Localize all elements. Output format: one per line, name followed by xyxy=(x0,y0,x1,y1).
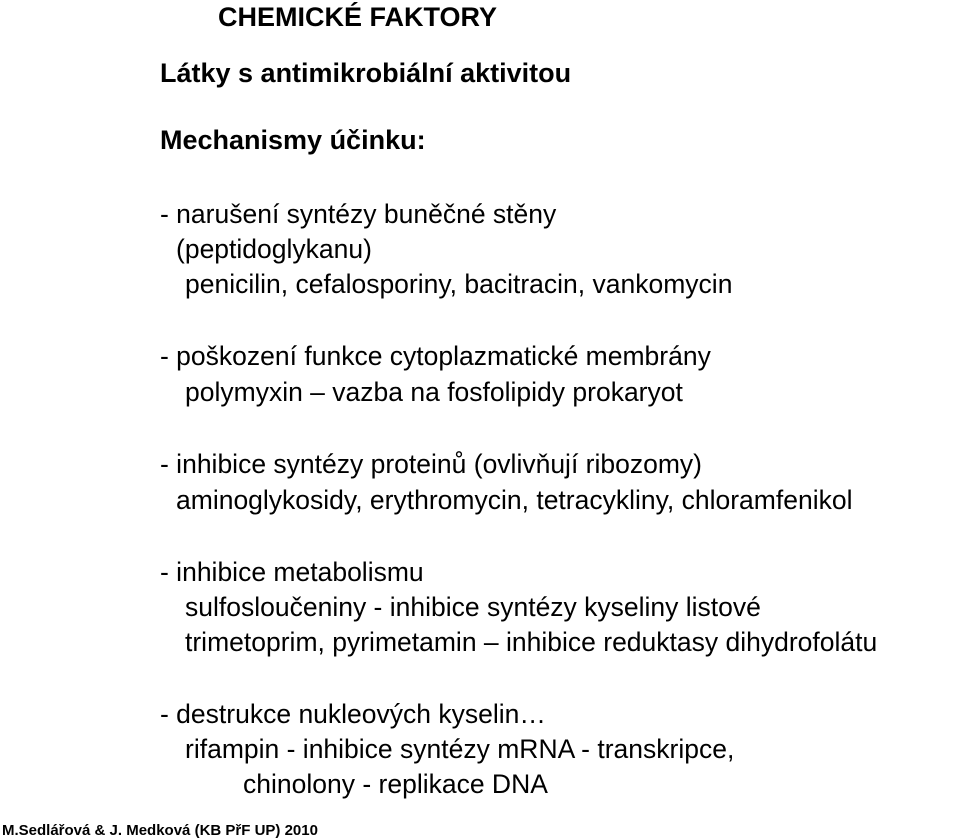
section-line: rifampin - inhibice syntézy mRNA - transkripce, xyxy=(185,734,735,764)
footer-credit: M.Sedlářová & J. Medková (KB PřF UP) 2010 xyxy=(2,822,318,839)
section-line: sulfosloučeniny - inhibice syntézy kyseliny listové xyxy=(185,592,761,622)
section-line: chinolony - replikace DNA xyxy=(243,769,548,799)
section-heading-cell-wall: - narušení syntézy buněčné stěny xyxy=(160,199,557,229)
section-heading-proteins: - inhibice syntézy proteinů (ovlivňují ribozomy) xyxy=(160,449,702,479)
page-title: CHEMICKÉ FAKTORY xyxy=(218,2,498,32)
subtitle: Látky s antimikrobiální aktivitou xyxy=(160,58,572,88)
mechanisms-heading: Mechanismy účinku: xyxy=(160,125,426,155)
section-heading-nucleic-acids: - destrukce nukleových kyselin… xyxy=(160,699,546,729)
section-line: polymyxin – vazba na fosfolipidy prokaryot xyxy=(185,377,683,407)
section-line: aminoglykosidy, erythromycin, tetracykliny, chloramfenikol xyxy=(176,485,853,515)
section-line: (peptidoglykanu) xyxy=(176,234,372,264)
section-heading-membrane: - poškození funkce cytoplazmatické membrány xyxy=(160,341,711,371)
section-heading-metabolism: - inhibice metabolismu xyxy=(160,557,424,587)
section-line: trimetoprim, pyrimetamin – inhibice reduktasy dihydrofolátu xyxy=(185,627,878,657)
section-line: penicilin, cefalosporiny, bacitracin, vankomycin xyxy=(185,269,733,299)
